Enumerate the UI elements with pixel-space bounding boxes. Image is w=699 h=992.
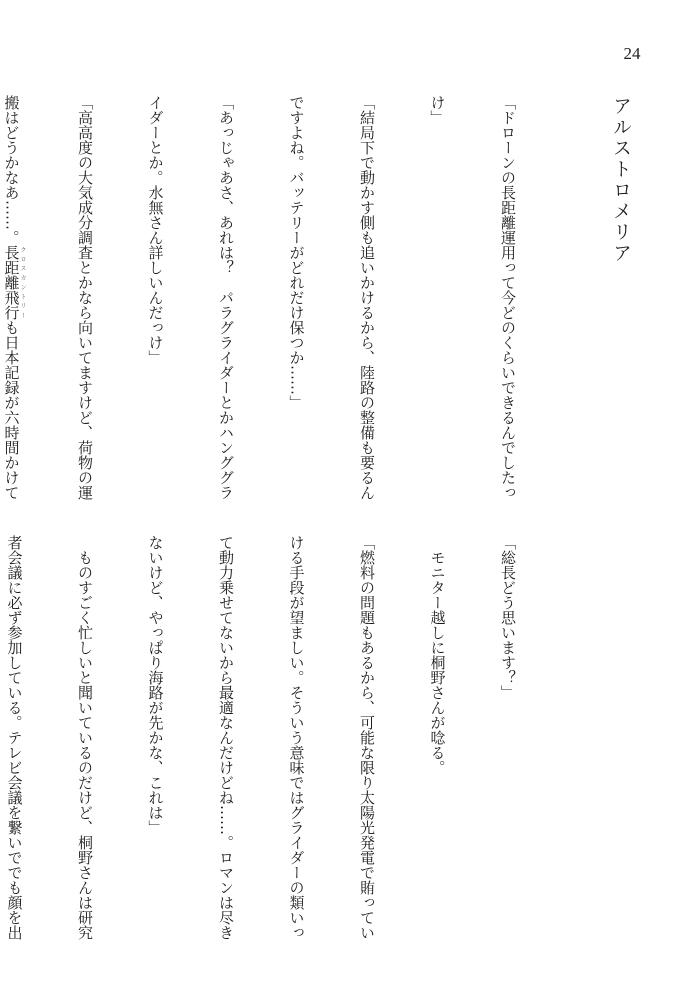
text-line: ける手段が望ましい。そういう意味ではグライダーの類いっ <box>287 535 306 940</box>
text-line: 「ドローンの長距離運用って今どのくらいできるんでしたっ <box>499 95 517 500</box>
text-line-with-ruby <box>0 95 26 500</box>
text-line: 「高高度の大気成分調査とかなら向いてますけど、荷物の運 <box>76 95 94 500</box>
text-line: ないけど、やっぱり海路が先かな、これは」 <box>146 535 165 835</box>
text-line: 「燃料の問題もあるから、可能な限り太陽光発電で賄ってい <box>358 535 376 940</box>
text-line: 「総長どう思います？」 <box>499 535 517 700</box>
ruby-line-after: も日本記録が六時間かけて <box>2 320 21 500</box>
text-line: 者会議に必ず参加している。テレビ会議を繋いででも顔を出 <box>5 535 24 940</box>
chapter-title: アルストロメリア <box>610 96 632 264</box>
text-line: ものすごく忙しいと聞いているのだけど、桐野さんは研究 <box>76 535 94 940</box>
text-line: 「結局下で動かす側も追いかけるから、陸路の整備も要るん <box>358 95 376 500</box>
ruby-text: クロスカントリー <box>19 245 26 320</box>
text-line: ですよね。バッテリーがどれだけ保つか……」 <box>287 95 306 410</box>
text-line: イダーとか。水無さん詳しいんだっけ」 <box>146 95 165 365</box>
ruby-line-before: 搬はどうかなあ……。 <box>2 95 21 245</box>
text-line: け」 <box>428 95 447 125</box>
text-line: 「あっじゃあさ、あれは？ パラグライダーとかハンググラ <box>217 95 235 500</box>
text-line: モニター越しに桐野さんが唸る。 <box>428 535 447 775</box>
text-block-top <box>0 95 566 500</box>
page-number: 24 <box>623 44 641 63</box>
ruby-base: 長距離飛行 <box>2 245 21 320</box>
ruby-annotation <box>2 245 26 320</box>
text-line: て動力乗せてないから最適なんだけどね……。ロマンは尽き <box>217 535 235 940</box>
text-block-bottom <box>0 535 566 950</box>
